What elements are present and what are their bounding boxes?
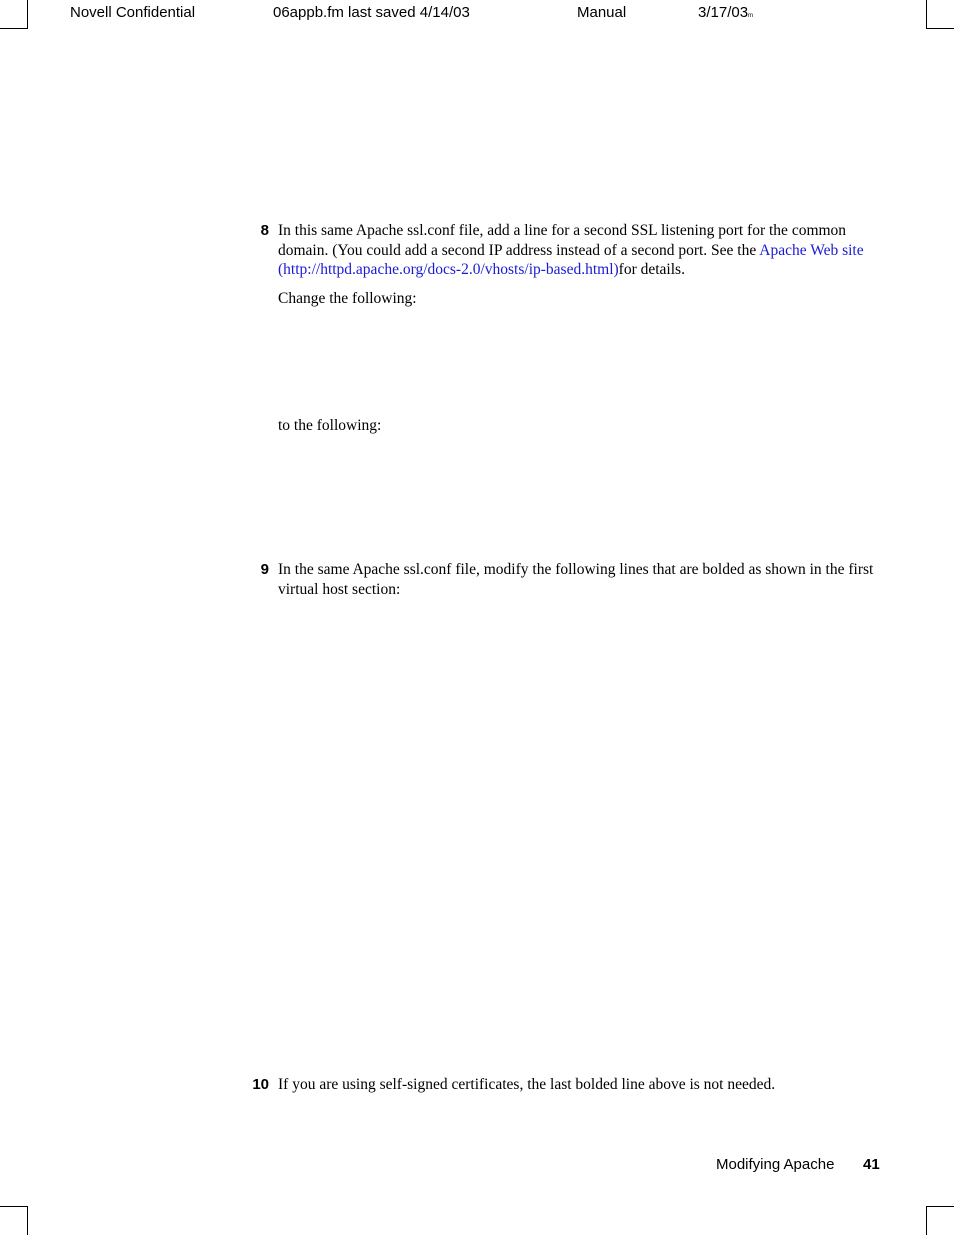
crop-mark xyxy=(926,0,927,28)
step-number-9: 9 xyxy=(260,561,269,578)
crop-mark xyxy=(926,1207,927,1235)
crop-mark xyxy=(0,1206,28,1207)
step-10-text: If you are using self-signed certificates, the last bolded line above is not needed. xyxy=(278,1076,776,1093)
crop-mark xyxy=(27,0,28,28)
header-date xyxy=(698,4,753,21)
step-number-10: 10 xyxy=(252,1076,269,1093)
header-confidential: Novell Confidential xyxy=(70,4,196,21)
header-file: 06appb.fm last saved 4/14/03 xyxy=(273,4,470,21)
footer-page-number: 41 xyxy=(863,1156,880,1173)
step-8-to-label: to the following: xyxy=(278,417,382,434)
header-doc-type: Manual xyxy=(577,4,627,21)
crop-mark xyxy=(926,28,954,29)
step-8-text-end: for details. xyxy=(618,261,685,278)
step-8-text xyxy=(278,221,881,280)
step-8-change-label: Change the following: xyxy=(278,290,417,307)
step-9-text: In the same Apache ssl.conf file, modify the following lines that are bolded as shown in the first virtual host section: xyxy=(278,561,874,598)
step-number-8: 8 xyxy=(260,222,269,239)
crop-mark xyxy=(0,28,28,29)
step-8-text-start: In this same Apache ssl.conf file, add a line for a second SSL listening port for the common domain. (You could add a second IP address instead of a second port. See the xyxy=(278,222,847,259)
crop-mark xyxy=(926,1206,954,1207)
header-mark: m xyxy=(748,13,754,19)
footer-section: Modifying Apache xyxy=(716,1156,835,1173)
crop-mark xyxy=(27,1207,28,1235)
header-date-value: 3/17/03 xyxy=(698,4,749,21)
apache-web-site-link[interactable]: Apache Web site (http://httpd.apache.org/docs-2.0/vhosts/ip-based.html) xyxy=(278,241,864,278)
